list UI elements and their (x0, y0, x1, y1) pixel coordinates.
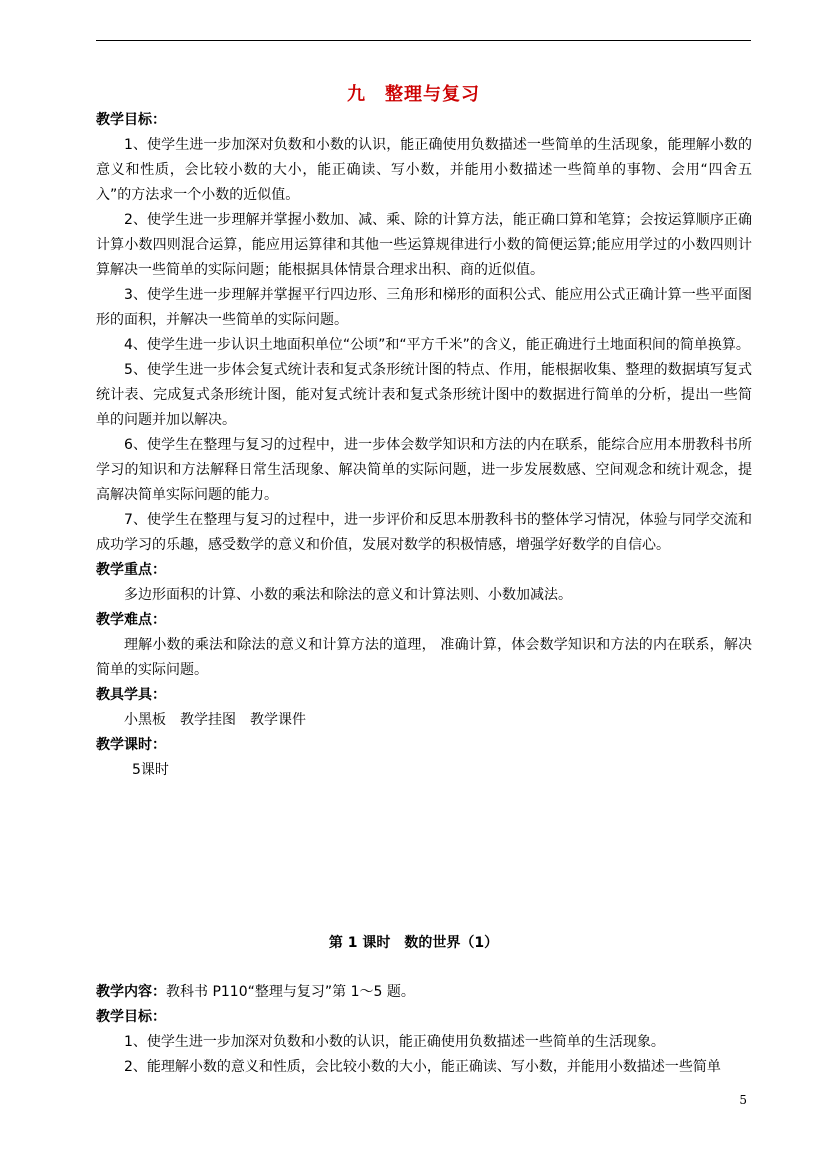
lesson-title: 第 1 课时 数的世界（1） (328, 935, 499, 951)
objective-item: 7、使学生在整理与复习的过程中，进一步评价和反思本册教科书的整体学习情况，体验与同学交流和成功学习的乐趣，感受数学的意义和价值，发展对数学的积极情感，增强学好数学的自信心。 (96, 512, 752, 553)
document-body (96, 108, 752, 783)
lesson-objective-item: 2、能理解小数的意义和性质，会比较小数的大小，能正确读、写小数，并能用小数描述一些简单 (124, 1059, 721, 1075)
periods-heading: 教学课时： (96, 737, 166, 753)
lesson-content-label: 教学内容： (96, 984, 166, 1000)
objective-item: 3、使学生进一步理解并掌握平行四边形、三角形和梯形的面积公式、能应用公式正确计算一些平面图形的面积，并解决一些简单的实际问题。 (96, 287, 752, 328)
lesson-body (96, 980, 752, 1080)
key-points-heading: 教学重点： (96, 562, 166, 578)
lesson-objectives-heading: 教学目标： (96, 1009, 166, 1025)
objective-item: 4、使学生进一步认识土地面积单位“公顷”和“平方千米”的含义，能正确进行土地面积间的简单换算。 (124, 337, 750, 353)
objectives-heading: 教学目标： (96, 112, 166, 128)
lesson-content-line (96, 980, 752, 1005)
aids-heading: 教具学具： (96, 687, 166, 703)
objective-item: 6、使学生在整理与复习的过程中，进一步体会数学知识和方法的内在联系，能综合应用本册教科书所学习的知识和方法解释日常生活现象、解决简单的实际问题，进一步发展数感、空间观念和统计观念，提高解决简单实际问题的能力。 (96, 437, 752, 503)
lesson-objective-item: 1、使学生进一步加深对负数和小数的认识，能正确使用负数描述一些简单的生活现象。 (124, 1034, 665, 1050)
key-points-text: 多边形面积的计算、小数的乘法和除法的意义和计算法则、小数加减法。 (124, 587, 572, 603)
page-title: 九 整理与复习 (347, 84, 480, 105)
page-number: 5 (739, 1093, 747, 1107)
objective-item: 5、使学生进一步体会复式统计表和复式条形统计图的特点、作用，能根据收集、整理的数据填写复式统计表、完成复式条形统计图，能对复式统计表和复式条形统计图中的数据进行简单的分析，提出一些简单的问题并加以解决。 (96, 362, 752, 428)
aids-text: 小黑板 教学挂图 教学课件 (124, 712, 306, 728)
objective-item: 2、使学生进一步理解并掌握小数加、减、乘、除的计算方法，能正确口算和笔算；会按运算顺序正确计算小数四则混合运算，能应用运算律和其他一些运算规律进行小数的简便运算;能应用学过的小数四则计算解决一些简单的实际问题；能根据具体情景合理求出积、商的近似值。 (96, 212, 752, 278)
header-rule (96, 40, 751, 41)
objective-item: 1、使学生进一步加深对负数和小数的认识，能正确使用负数描述一些简单的生活现象，能理解小数的意义和性质，会比较小数的大小，能正确读、写小数，并能用小数描述一些简单的事物、会用“四舍五入”的方法求一个小数的近似值。 (96, 137, 752, 203)
lesson-content-text: 教科书 P110“整理与复习”第 1～5 题。 (166, 984, 415, 1000)
difficulties-text: 理解小数的乘法和除法的意义和计算方法的道理， 准确计算，体会数学知识和方法的内在联系，解决简单的实际问题。 (96, 637, 752, 678)
periods-text: 5课时 (132, 762, 169, 778)
difficulties-heading: 教学难点： (96, 612, 166, 628)
